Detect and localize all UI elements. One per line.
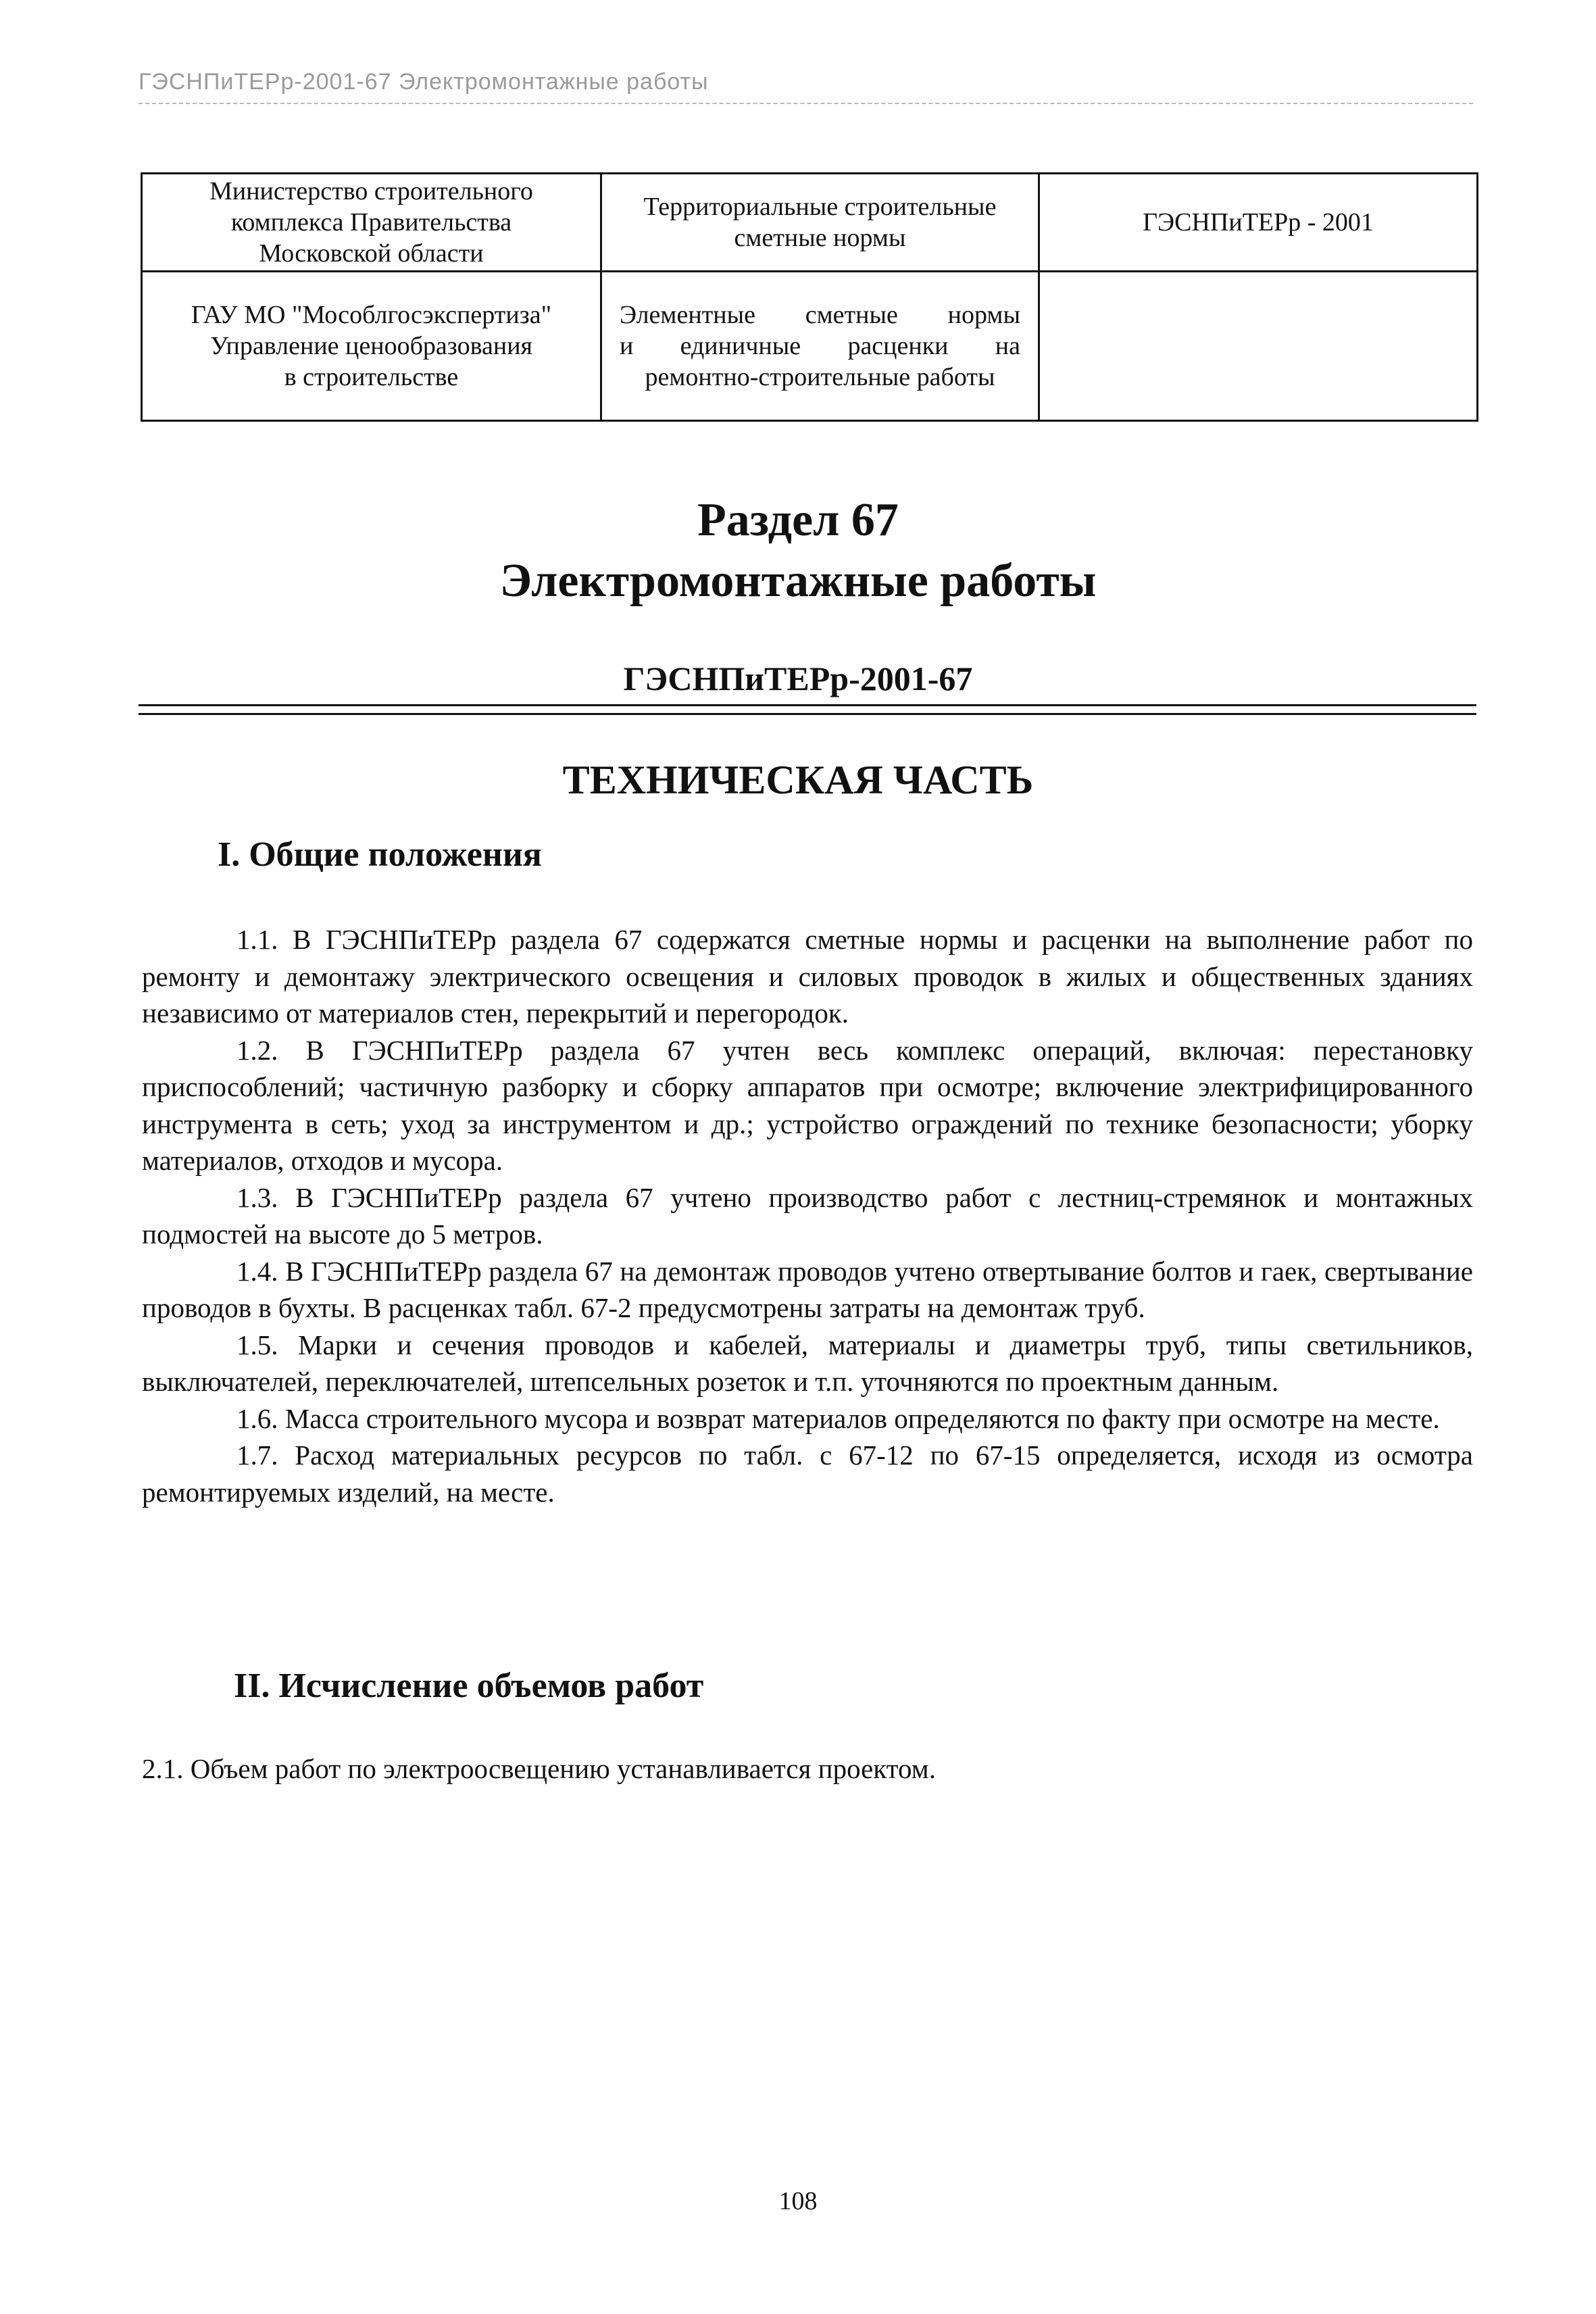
agency-line: ГАУ МО "Мособлгосэкспертиза" — [191, 301, 552, 329]
section-name: Электромонтажные работы — [499, 555, 1097, 607]
norms-desc-line: и единичные расценки на — [620, 332, 1020, 360]
ministry-line: Московской области — [259, 239, 484, 268]
general-heading: I. Общие положения — [218, 835, 542, 874]
agency-line: в строительстве — [284, 363, 459, 391]
calc-paragraphs — [142, 1750, 1473, 1787]
paragraph-1-3: 1.3. В ГЭСНПиТЕРр раздела 67 учтено производство работ с лестниц-стремянок и монтажных подмостей на высоте до 5 метров. — [142, 1181, 1473, 1250]
agency-cell — [142, 272, 601, 421]
paragraph-1-1: 1.1. В ГЭСНПиТЕРр раздела 67 содержатся сметные нормы и расценки на выполнение работ по ремонту и демонтажу электрического освещения и силовых проводок в жилых и общественных зданиях независимо от материалов стен, перекрытий и перегородок. — [142, 924, 1473, 1029]
info-table-row-bottom — [142, 272, 1478, 421]
general-paragraphs — [142, 921, 1473, 1510]
norms-desc-line: ремонтно-строительные работы — [645, 363, 995, 391]
empty-cell — [1039, 272, 1478, 421]
norms-type-cell — [601, 174, 1039, 272]
info-table — [141, 172, 1478, 422]
paragraph-1-7: 1.7. Расход материальных ресурсов по табл. с 67-12 по 67-15 определяется, исходя из осмотра ремонтируемых изделий, на месте. — [142, 1439, 1473, 1508]
paragraph-1-4: 1.4. В ГЭСНПиТЕРр раздела 67 на демонтаж проводов учтено отвертывание болтов и гаек, свертывание проводов в бухты. В расценках табл. 67-2 предусмотрены затраты на демонтаж труб. — [142, 1255, 1473, 1323]
running-header-rule — [139, 103, 1473, 104]
norms-type-line: Территориальные строительные — [643, 193, 997, 221]
norms-code: ГЭСНПиТЕРр - 2001 — [1143, 208, 1374, 237]
norms-desc-line: Элементные сметные нормы — [620, 301, 1020, 329]
paragraph-1-5: 1.5. Марки и сечения проводов и кабелей, материалы и диаметры труб, типы светильников, выключателей, переключателей, штепсельных розеток и т.п. уточняются по проектным данным. — [142, 1329, 1473, 1397]
paragraph-2-1: 2.1. Объем работ по электроосвещению устанавливается проектом. — [142, 1753, 936, 1784]
norms-type-line: сметные нормы — [734, 224, 906, 252]
section-number: Раздел 67 — [697, 494, 899, 546]
calc-heading: II. Исчисление объемов работ — [234, 1667, 704, 1705]
double-rule — [139, 704, 1476, 715]
info-table-row-top — [142, 174, 1478, 272]
agency-line: Управление ценообразования — [209, 332, 533, 360]
norms-desc-cell — [601, 272, 1039, 421]
code-cell — [1039, 174, 1478, 272]
ministry-line: Министерство строительного — [209, 177, 533, 205]
ministry-cell — [142, 174, 601, 272]
paragraph-1-2: 1.2. В ГЭСНПиТЕРр раздела 67 учтен весь комплекс операций, включая: перестановку приспособлений; частичную разборку и сборку аппаратов при осмотре; включение электрифицированного инструмента в сеть; уход за инструментом и др.; устройство ограждений по технике безопасности; уборку материалов, отходов и мусора. — [142, 1034, 1473, 1176]
ministry-line: комплекса Правительства — [230, 208, 512, 237]
running-header: ГЭСНПиТЕРр-2001-67 Электромонтажные работы — [139, 69, 709, 95]
tech-part-title: ТЕХНИЧЕСКАЯ ЧАСТЬ — [562, 758, 1034, 802]
page-number: 108 — [778, 2187, 818, 2215]
paragraph-1-6: 1.6. Масса строительного мусора и возврат материалов определяются по факту при осмотре на месте. — [236, 1402, 1440, 1434]
section-code: ГЭСНПиТЕРр-2001-67 — [623, 660, 973, 697]
